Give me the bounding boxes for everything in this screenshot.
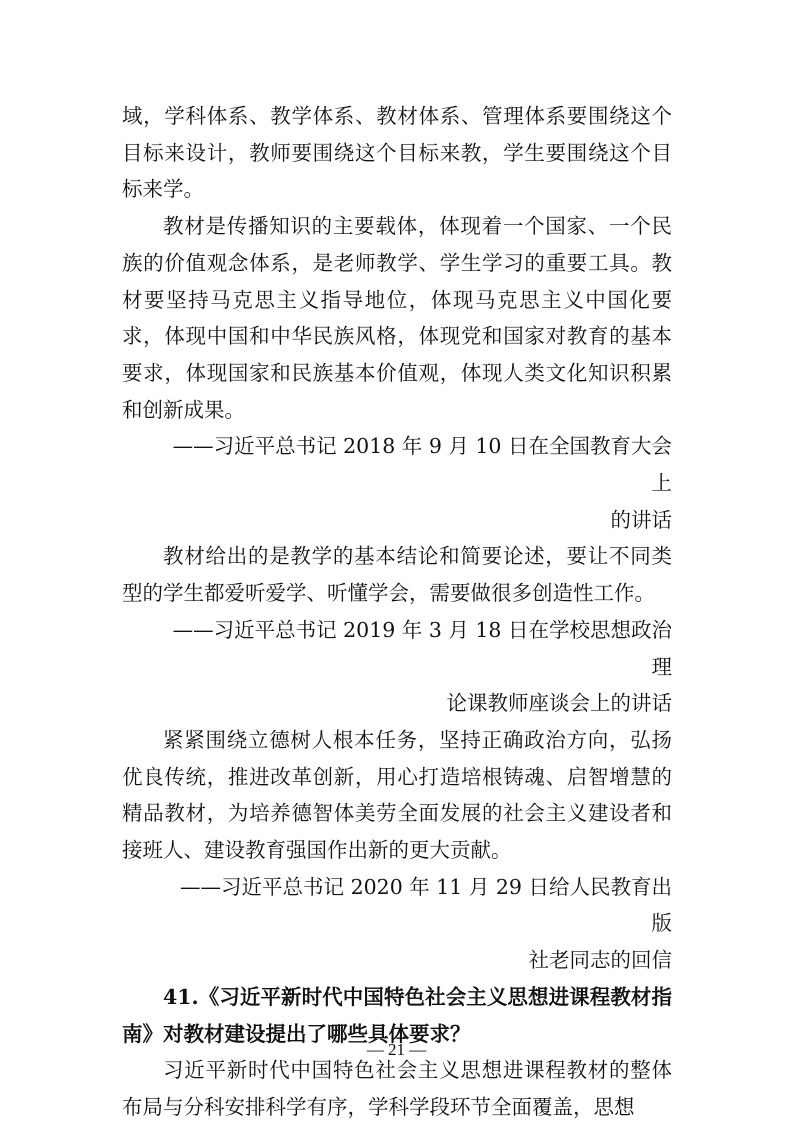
attribution-2018-line2: 的讲话	[610, 507, 672, 532]
paragraph-creative-work: 教材给出的是教学的基本结论和简要论述，要让不同类型的学生都爱听爱学、听懂学会，需要做很多创造性工作。	[122, 544, 672, 606]
page-number: — 21 —	[366, 1040, 427, 1059]
paragraph-textbook-role: 教材是传播知识的主要载体，体现着一个国家、一个民族的价值观念体系，是老师教学、学生学习的重要工具。教材要坚持马克思主义指导地位，体现马克思主义中国化要求，体现中国和中华民族风格，体现党和国家对教育的基本要求，体现国家和民族基本价值观，体现人类文化知识积累和创新成果。	[122, 214, 672, 422]
attribution-2019-line2: 论课教师座谈会上的讲话	[446, 691, 672, 716]
body-text	[122, 98, 672, 1126]
paragraph-continuation: 域，学科体系、教学体系、教材体系、管理体系要围绕这个目标来设计，教师要围绕这个目标来教，学生要围绕这个目标来学。	[122, 104, 672, 202]
paragraph-quality-textbooks: 紧紧围绕立德树人根本任务，坚持正确政治方向，弘扬优良传统，推进改革创新，用心打造培根铸魂、启智增慧的精品教材，为培养德智体美劳全面发展的社会主义建设者和接班人、建设教育强国作出新的更大贡献。	[122, 727, 672, 863]
attribution-2019	[122, 612, 672, 722]
attribution-2020-line1: ——习近平总书记 2020 年 11 月 29 日给人民教育出版	[180, 874, 672, 936]
attribution-2018	[122, 428, 672, 538]
attribution-2020-line2: 社老同志的回信	[528, 948, 672, 973]
paragraph-answer-41: 习近平新时代中国特色社会主义思想进课程教材的整体布局与分科安排科学有序，学科学段环节全面覆盖，思想	[122, 1058, 672, 1119]
section-heading-41: 41.《习近平新时代中国特色社会主义思想进课程教材指南》对教材建设提出了哪些具体要求？	[122, 984, 672, 1046]
attribution-2018-line1: ——习近平总书记 2018 年 9 月 10 日在全国教育大会上	[172, 434, 672, 496]
attribution-2020	[122, 869, 672, 979]
attribution-2019-line1: ——习近平总书记 2019 年 3 月 18 日在学校思想政治理	[172, 617, 672, 679]
